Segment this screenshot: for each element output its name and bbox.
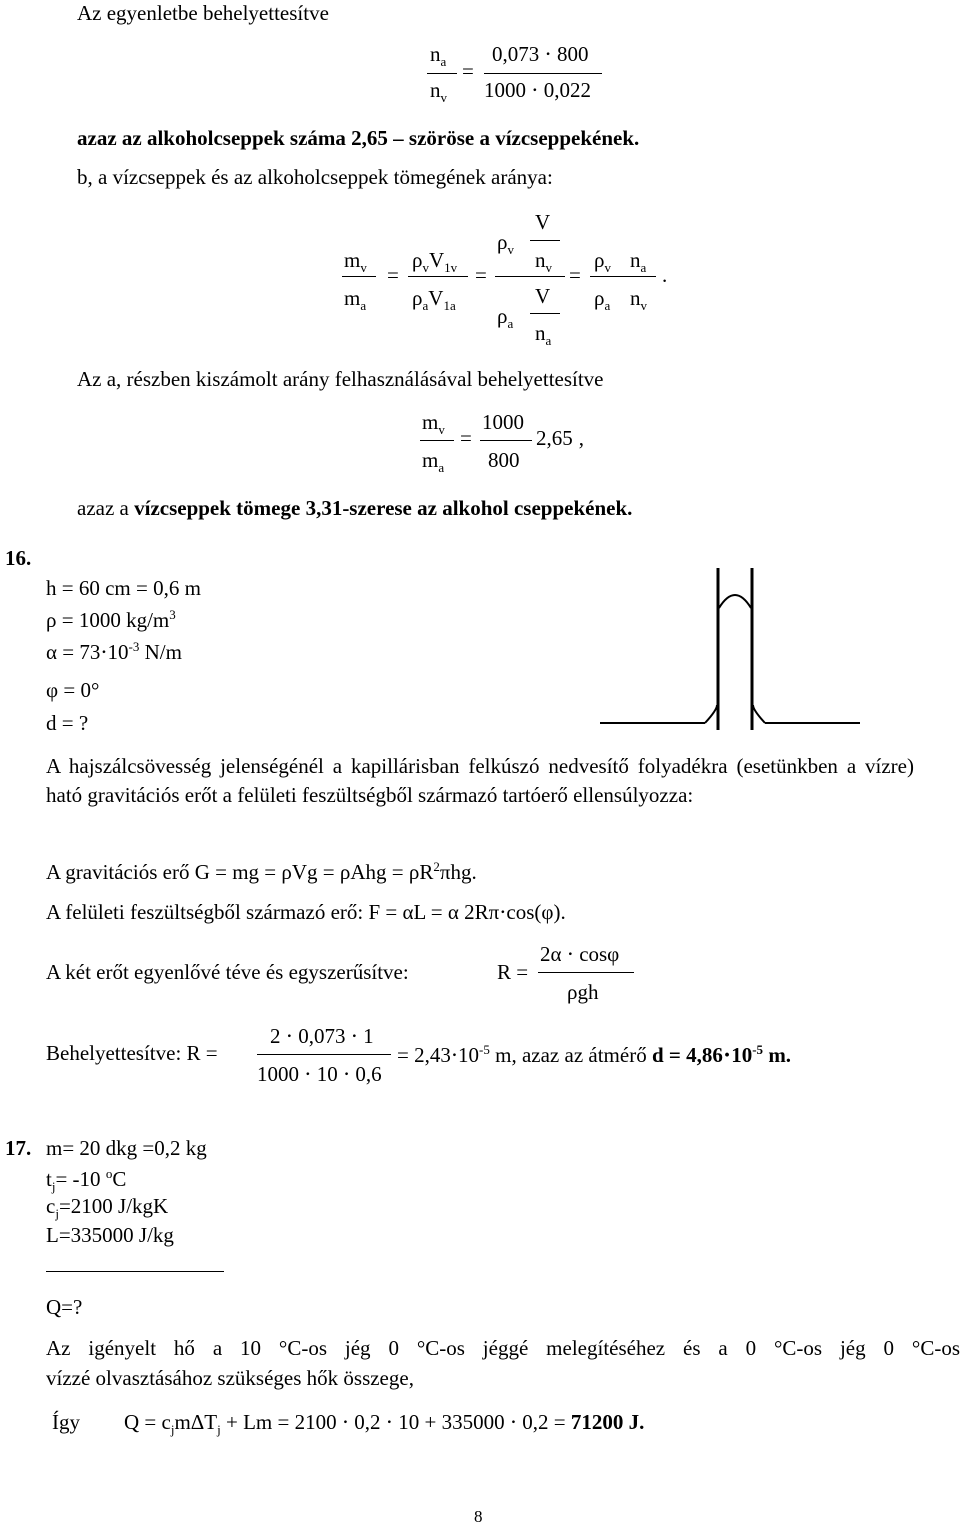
given-m: m= 20 dkg =0,2 kg [46,1136,207,1160]
formula-rest: + Lm = 2100 ⋅ 0,2 ⋅ 10 + 335000 ⋅ 0,2 = [220,1410,571,1434]
given-tj-prefix: t [46,1167,52,1191]
eq1-lhs-num-sub: a [440,54,447,70]
problem-16-number: 16. [5,546,32,570]
ratio-small-bar-bottom [530,313,560,314]
formula-result: 71200 J. [570,1410,645,1434]
page-number: 8 [474,1507,483,1526]
given-alpha-unit: N/m [139,640,182,664]
subst-result: = 2,43⋅10 [397,1043,480,1067]
conclusion-b-bold: vízcseppek tömege 3,31-szerese az alkohol cseppekének. [134,496,633,520]
R-denominator: ρgh [567,980,599,1004]
eq2-den: 800 [488,448,520,472]
igy-label: Így [52,1410,80,1434]
diameter-result: d = 4,86⋅10 [651,1043,753,1067]
given-cj-value: =2100 J/kgK [58,1194,169,1218]
diameter-result-end: m. [763,1043,792,1067]
eq2-equals: = [460,426,472,450]
ratio-bar-4 [590,276,656,277]
given-cj-sub: j [55,1206,59,1222]
ratio-bar-2 [408,276,468,277]
formula-q: Q = c [124,1410,171,1434]
ratio-v-bottom: V [535,284,551,308]
ratio-sub: v [640,298,647,314]
subst-denominator: 1000 ⋅ 10 ⋅ 0,6 [257,1062,382,1086]
given-tj-value: = -10 [55,1167,106,1191]
part-b-intro: b, a vízcseppek és az alkoholcseppek tömegének aránya: [77,165,553,189]
subst-label: Behelyettesítve: R = [46,1041,218,1065]
ratio-n: n [535,248,546,272]
ratio-eq-2: = [475,263,487,287]
ratio-eq-3: = [569,263,581,287]
eq2-end: , [578,426,584,450]
ratio-sub: a [507,316,514,332]
eq1-rhs-den: 1000 ⋅ 0,022 [484,78,591,102]
equal-text: A két erőt egyenlővé téve és egyszerűsítve: [46,960,409,984]
given-cj-prefix: c [46,1194,56,1218]
subst-result-exp: -5 [479,1042,490,1057]
ratio-rho: ρ [412,248,423,272]
eq1-lhs-num: n [430,42,441,66]
eq2-factor: 2,65 [536,426,573,450]
given-tj-sub: j [51,1179,56,1195]
given-alpha: α = 73⋅10 [46,640,129,664]
ratio-sub: v [545,260,552,276]
eq1-rhs-bar [484,73,602,74]
given-rho: ρ = 1000 kg/m [46,608,170,632]
gravity-exp: 2 [433,859,440,874]
ratio-rho: ρ [594,248,605,272]
ratio-rho: ρ [594,286,605,310]
given-L: L=335000 J/kg [46,1223,174,1247]
R-numerator: 2α ⋅ cosφ [540,942,620,966]
ratio-small-bar-top [530,240,560,241]
formula-sub2: j [217,1422,221,1438]
ratio-sub: a [545,333,552,349]
eq2-bar-2 [480,440,532,441]
diameter-result-exp: -5 [752,1042,764,1057]
ratio-rho-a-bottom: ρ [497,304,508,328]
eq2-mv: m [422,410,439,434]
given-rho-exp: 3 [169,607,176,622]
given-tj-unit: C [112,1167,127,1191]
eq2-bar-1 [420,440,454,441]
capillary-paragraph: A hajszálcsövesség jelenségénél a kapillárisban felkúszó nedvesítő folyadékra (esetünkben a vízre) ható gravitációs erőt a felületi feszültségből származó tartóerő ellensúlyozza: [46,754,914,807]
ratio-sub: a [604,298,611,314]
ratio-sub: v [604,260,611,276]
ratio-sub-1a: 1a [443,298,456,314]
eq2-sub: a [438,460,445,476]
ratio-ma: m [344,286,361,310]
problem-17-number: 17. [5,1136,32,1160]
ratio-rho: ρ [412,286,423,310]
intro-text: Az egyenletbe behelyettesítve [77,1,329,25]
conclusion-a: azaz az alkoholcseppek száma 2,65 – szöröse a vízcseppekének. [77,126,640,150]
ratio-V: V [428,248,445,272]
formula-mid: mΔT [174,1410,218,1434]
given-h: h = 60 cm = 0,6 m [46,576,201,600]
ratio-sub: a [422,298,429,314]
subst-bar [257,1054,391,1055]
gravity-text: A gravitációs erő G = mg = ρVg = ρAhg = ρR [46,860,434,884]
eq2-num: 1000 [482,410,524,434]
ratio-bar-1 [342,276,376,277]
unknown-Q: Q=? [46,1295,83,1319]
ratio-v-top: V [535,210,551,234]
ratio-mv: m [344,248,361,272]
given-phi: φ = 0° [46,678,100,702]
given-alpha-exp: -3 [128,639,140,654]
ratio-n: n [535,321,546,345]
p17-text-line1: Az igényelt hő a 10 °C-os jég 0 °C-os jéggé melegítéséhez és a 0 °C-os jég 0 °C-os [46,1336,960,1360]
ratio-sub: v [360,260,367,276]
given-tj-deg: o [105,1166,113,1181]
ratio-bar-3 [495,276,565,277]
ratio-n: n [630,286,641,310]
eq1-rhs-num: 0,073 ⋅ 800 [492,42,589,66]
conclusion-b-prefix: azaz a [77,496,129,520]
ratio-sub: v [507,242,514,258]
surface-force-text: A felületi feszültségből származó erő: F = αL = α 2Rπ⋅cos(φ). [46,900,566,924]
ratio-rho-v-top: ρ [497,230,508,254]
R-equals: R = [497,960,529,984]
ratio-sub-1v: 1v [444,260,458,276]
ratio-V: V [428,286,444,310]
ratio-sub: v [422,260,429,276]
eq1-lhs-den-sub: v [440,90,447,106]
eq1-lhs-den: n [430,78,441,102]
given-d: d = ? [46,711,89,735]
subst-mid: m, azaz az átmérő [489,1043,652,1067]
ratio-sub: a [640,260,647,276]
eq1-lhs-bar [427,73,457,74]
gravity-end: πhg. [439,860,477,884]
subst-intro: Az a, részben kiszámolt arány felhasználásával behelyettesítve [77,367,604,391]
given-divider [46,1271,224,1272]
capillary-tube-diagram [590,560,870,740]
eq2-ma: m [422,448,439,472]
R-bar [538,972,634,973]
p17-text-line2: vízzé olvasztásához szükséges hők összege, [46,1366,414,1390]
formula-sub: j [170,1422,175,1438]
ratio-n: n [630,248,641,272]
ratio-end: . [662,263,668,287]
eq2-sub: v [438,422,445,438]
ratio-eq-1: = [387,263,399,287]
eq1-equals: = [462,59,474,83]
subst-numerator: 2 ⋅ 0,073 ⋅ 1 [270,1024,374,1048]
ratio-sub: a [360,298,367,314]
